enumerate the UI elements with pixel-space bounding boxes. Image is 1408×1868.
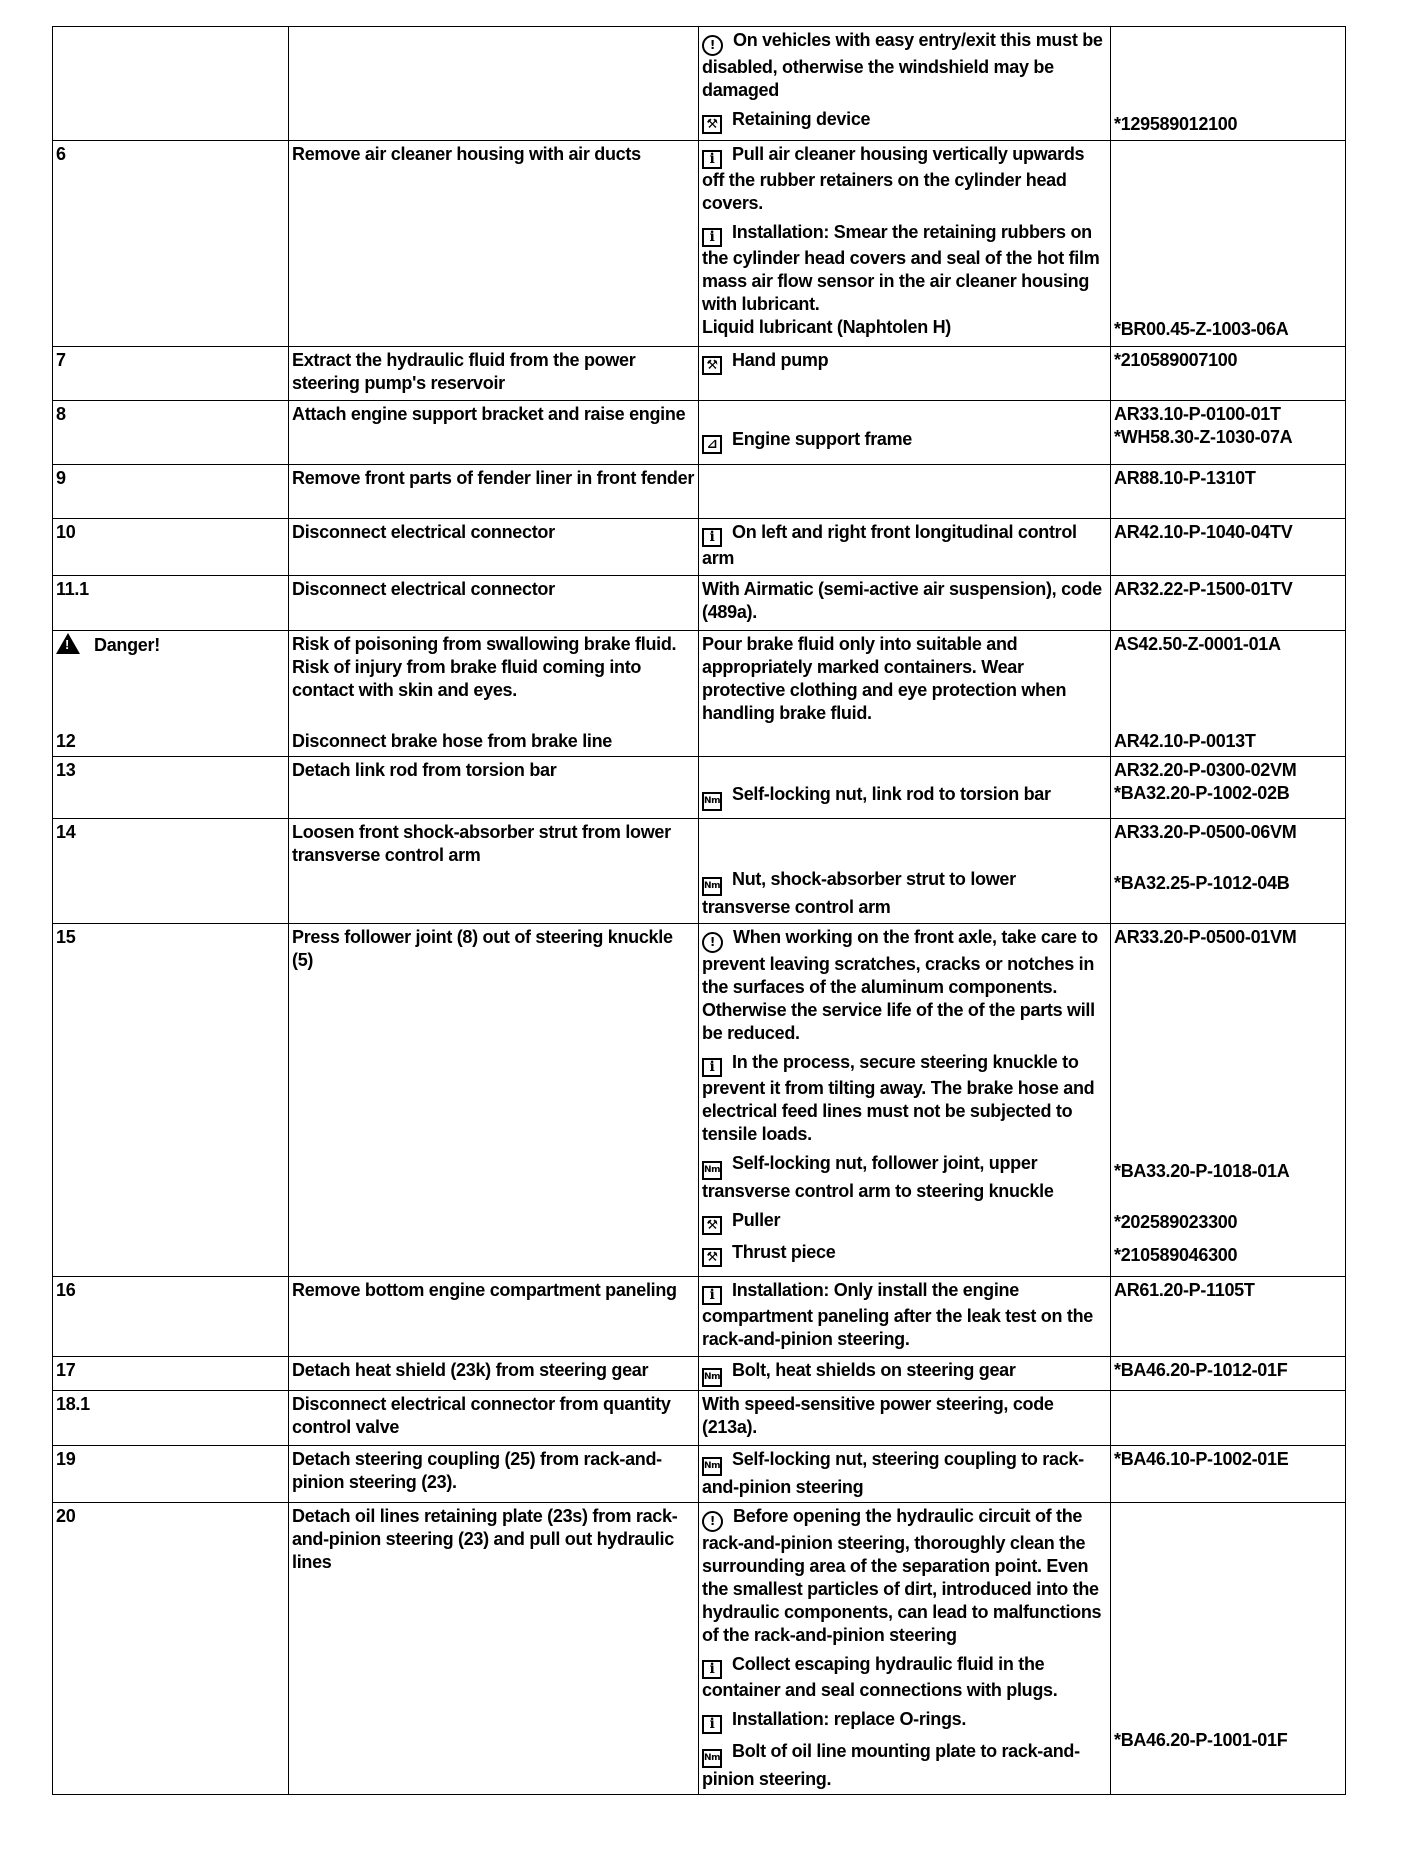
step-notes: With Airmatic (semi-active air suspension), code (489a).: [699, 576, 1111, 631]
danger-text: Danger!: [94, 635, 160, 655]
reference-code: *202589023300: [1114, 1212, 1238, 1232]
note-text: On vehicles with easy entry/exit this must be disabled, otherwise the windshield may be damaged: [702, 30, 1103, 100]
note-text: Bolt of oil line mounting plate to rack-and-pinion steering.: [702, 1741, 1080, 1789]
step-notes: [699, 1277, 1111, 1357]
note-text: When working on the front axle, take care to prevent leaving scratches, cracks or notches in the surfaces of the aluminum components. Otherwise the service life of the of the parts will be reduced.: [702, 927, 1098, 1043]
step-notes: [699, 141, 1111, 347]
step-number: 6: [53, 141, 289, 347]
step-references: [1111, 631, 1346, 729]
note-text: Pull air cleaner housing vertically upwards off the rubber retainers on the cylinder head covers.: [702, 144, 1085, 213]
step-number: 10: [53, 519, 289, 576]
step-number: 8: [53, 401, 289, 465]
caution-icon: !: [702, 932, 723, 953]
reference-code: AR32.22-P-1500-01TV: [1114, 579, 1293, 599]
step-references: [1111, 1446, 1346, 1503]
step-number: [53, 27, 289, 141]
step-notes: [699, 347, 1111, 401]
step-references: [1111, 576, 1346, 631]
step-references: [1111, 519, 1346, 576]
table-row: [53, 519, 1346, 576]
caution-icon: !: [702, 35, 723, 56]
note-text: Bolt, heat shields on steering gear: [732, 1360, 1016, 1380]
step-references: [1111, 757, 1346, 819]
reference-code: AR33.10-P-0100-01T: [1114, 404, 1281, 424]
note-text: Liquid lubricant (Naphtolen H): [702, 317, 951, 337]
step-action: Remove front parts of fender liner in front fender: [289, 465, 699, 519]
step-notes: Pour brake fluid only into suitable and appropriately marked containers. Wear protective clothing and eye protection when handling brake fluid.: [699, 631, 1111, 729]
danger-label: [53, 631, 289, 729]
table-row: [53, 576, 1346, 631]
torque-nm-icon: Nm: [702, 1457, 722, 1476]
step-action: Disconnect electrical connector: [289, 519, 699, 576]
torque-nm-icon: Nm: [702, 792, 722, 811]
step-notes: [699, 1357, 1111, 1391]
note-text: Hand pump: [732, 350, 829, 370]
step-action: Detach heat shield (23k) from steering gear: [289, 1357, 699, 1391]
note-text: Puller: [732, 1210, 781, 1230]
reference-code: *BR00.45-Z-1003-06A: [1114, 319, 1289, 339]
step-references: [1111, 141, 1346, 347]
table-row: [53, 1277, 1346, 1357]
step-number: 7: [53, 347, 289, 401]
torque-nm-icon: Nm: [702, 1368, 722, 1387]
tool-icon: ⚒: [702, 356, 722, 375]
step-number: 19: [53, 1446, 289, 1503]
info-icon: i: [702, 1715, 722, 1734]
step-number: 14: [53, 819, 289, 924]
reference-code: AR33.20-P-0500-01VM: [1114, 927, 1297, 947]
step-references: [1111, 27, 1346, 141]
table-row-danger: [53, 631, 1346, 729]
step-number: 9: [53, 465, 289, 519]
step-references: [1111, 728, 1346, 757]
reference-code: *BA32.20-P-1002-02B: [1114, 783, 1290, 803]
note-text: Thrust piece: [732, 1242, 836, 1262]
note-text: Self-locking nut, link rod to torsion bar: [732, 784, 1051, 804]
step-notes: With speed-sensitive power steering, code (213a).: [699, 1391, 1111, 1446]
step-action: Remove bottom engine compartment paneling: [289, 1277, 699, 1357]
step-notes: [699, 27, 1111, 141]
step-action: Detach link rod from torsion bar: [289, 757, 699, 819]
note-text: Installation: Only install the engine compartment paneling after the leak test on the rack-and-pinion steering.: [702, 1280, 1093, 1349]
info-icon: i: [702, 1286, 722, 1305]
step-notes: [699, 1446, 1111, 1503]
step-references: [1111, 1391, 1346, 1446]
step-notes: [699, 465, 1111, 519]
repair-procedure-page: [52, 26, 1345, 1795]
step-number: 16: [53, 1277, 289, 1357]
step-notes: [699, 728, 1111, 757]
reference-code: *BA33.20-P-1018-01A: [1114, 1161, 1290, 1181]
step-references: [1111, 924, 1346, 1277]
step-action: Press follower joint (8) out of steering knuckle (5): [289, 924, 699, 1277]
note-text: Collect escaping hydraulic fluid in the container and seal connections with plugs.: [702, 1654, 1058, 1700]
table-row: [53, 728, 1346, 757]
step-references: [1111, 1503, 1346, 1795]
step-notes: [699, 757, 1111, 819]
reference-code: AR42.10-P-1040-04TV: [1114, 522, 1293, 542]
torque-nm-icon: Nm: [702, 1749, 722, 1768]
table-row: [53, 401, 1346, 465]
reference-code: AR32.20-P-0300-02VM: [1114, 760, 1297, 780]
step-references: [1111, 819, 1346, 924]
reference-code: AR61.20-P-1105T: [1114, 1280, 1255, 1300]
table-row: [53, 347, 1346, 401]
step-number: 11.1: [53, 576, 289, 631]
table-row: [53, 819, 1346, 924]
reference-code: *129589012100: [1114, 114, 1238, 134]
info-icon: i: [702, 228, 722, 247]
note-text: In the process, secure steering knuckle to prevent it from tilting away. The brake hose and electrical feed lines must not be subjected to tensile loads.: [702, 1052, 1095, 1144]
reference-code: *210589046300: [1114, 1245, 1238, 1265]
warning-triangle-icon: [56, 633, 80, 654]
table-row: [53, 1446, 1346, 1503]
table-row: [53, 141, 1346, 347]
table-row: [53, 27, 1346, 141]
note-text: Self-locking nut, steering coupling to rack-and-pinion steering: [702, 1449, 1084, 1497]
table-row: [53, 924, 1346, 1277]
table-row: [53, 1503, 1346, 1795]
note-text: Installation: replace O-rings.: [732, 1709, 967, 1729]
step-action: Loosen front shock-absorber strut from lower transverse control arm: [289, 819, 699, 924]
step-action: Extract the hydraulic fluid from the power steering pump's reservoir: [289, 347, 699, 401]
step-action: Disconnect electrical connector from quantity control valve: [289, 1391, 699, 1446]
step-notes: [699, 1503, 1111, 1795]
note-text: Retaining device: [732, 109, 871, 129]
note-text: Nut, shock-absorber strut to lower transverse control arm: [702, 869, 1016, 917]
table-row: [53, 757, 1346, 819]
note-text: On left and right front longitudinal control arm: [702, 522, 1077, 568]
reference-code: AR88.10-P-1310T: [1114, 468, 1256, 488]
step-action: Disconnect electrical connector: [289, 576, 699, 631]
step-references: [1111, 1277, 1346, 1357]
step-action: Attach engine support bracket and raise engine: [289, 401, 699, 465]
reference-code: *BA46.20-P-1001-01F: [1114, 1730, 1288, 1750]
torque-nm-icon: Nm: [702, 1161, 722, 1180]
procedure-table: [52, 26, 1346, 1795]
step-action: Detach oil lines retaining plate (23s) from rack-and-pinion steering (23) and pull out hydraulic lines: [289, 1503, 699, 1795]
table-row: [53, 465, 1346, 519]
caution-icon: !: [702, 1511, 723, 1532]
step-number: 15: [53, 924, 289, 1277]
tool-icon: ⚒: [702, 1216, 722, 1235]
step-action: Remove air cleaner housing with air ducts: [289, 141, 699, 347]
step-number: 12: [53, 728, 289, 757]
danger-description: Risk of poisoning from swallowing brake fluid. Risk of injury from brake fluid coming into contact with skin and eyes.: [289, 631, 699, 729]
note-text: Engine support frame: [732, 429, 913, 449]
step-notes: [699, 819, 1111, 924]
reference-code: *BA46.10-P-1002-01E: [1114, 1449, 1289, 1469]
step-number: 20: [53, 1503, 289, 1795]
info-icon: i: [702, 150, 722, 169]
step-action: [289, 27, 699, 141]
reference-code: *WH58.30-Z-1030-07A: [1114, 427, 1293, 447]
step-references: [1111, 1357, 1346, 1391]
step-number: 18.1: [53, 1391, 289, 1446]
info-icon: i: [702, 528, 722, 547]
reference-code: AR33.20-P-0500-06VM: [1114, 822, 1297, 842]
reference-code: *210589007100: [1114, 350, 1238, 370]
table-row: [53, 1391, 1346, 1446]
step-number: 17: [53, 1357, 289, 1391]
step-references: [1111, 347, 1346, 401]
note-text: Installation: Smear the retaining rubbers on the cylinder head covers and seal of the hot film mass air flow sensor in the air cleaner housing with lubricant.: [702, 222, 1100, 314]
engine-frame-icon: ⊿: [702, 435, 722, 454]
step-notes: [699, 924, 1111, 1277]
info-icon: i: [702, 1660, 722, 1679]
torque-nm-icon: Nm: [702, 877, 722, 896]
step-notes: [699, 519, 1111, 576]
reference-code: AR42.10-P-0013T: [1114, 731, 1256, 751]
table-row: [53, 1357, 1346, 1391]
tool-icon: ⚒: [702, 115, 722, 134]
step-notes: [699, 401, 1111, 465]
step-number: 13: [53, 757, 289, 819]
info-icon: i: [702, 1058, 722, 1077]
step-action: Detach steering coupling (25) from rack-and-pinion steering (23).: [289, 1446, 699, 1503]
step-action: Disconnect brake hose from brake line: [289, 728, 699, 757]
note-text: Self-locking nut, follower joint, upper transverse control arm to steering knuckle: [702, 1153, 1054, 1201]
note-text: Before opening the hydraulic circuit of the rack-and-pinion steering, thoroughly clean the surrounding area of the separation point. Even the smallest particles of dirt, introduced into the hydraulic components, can lead to malfunctions of the rack-and-pinion steering: [702, 1506, 1102, 1645]
step-references: [1111, 401, 1346, 465]
step-references: [1111, 465, 1346, 519]
reference-code: *BA32.25-P-1012-04B: [1114, 873, 1290, 893]
reference-code: *BA46.20-P-1012-01F: [1114, 1360, 1288, 1380]
reference-code: AS42.50-Z-0001-01A: [1114, 634, 1281, 654]
tool-icon: ⚒: [702, 1248, 722, 1267]
